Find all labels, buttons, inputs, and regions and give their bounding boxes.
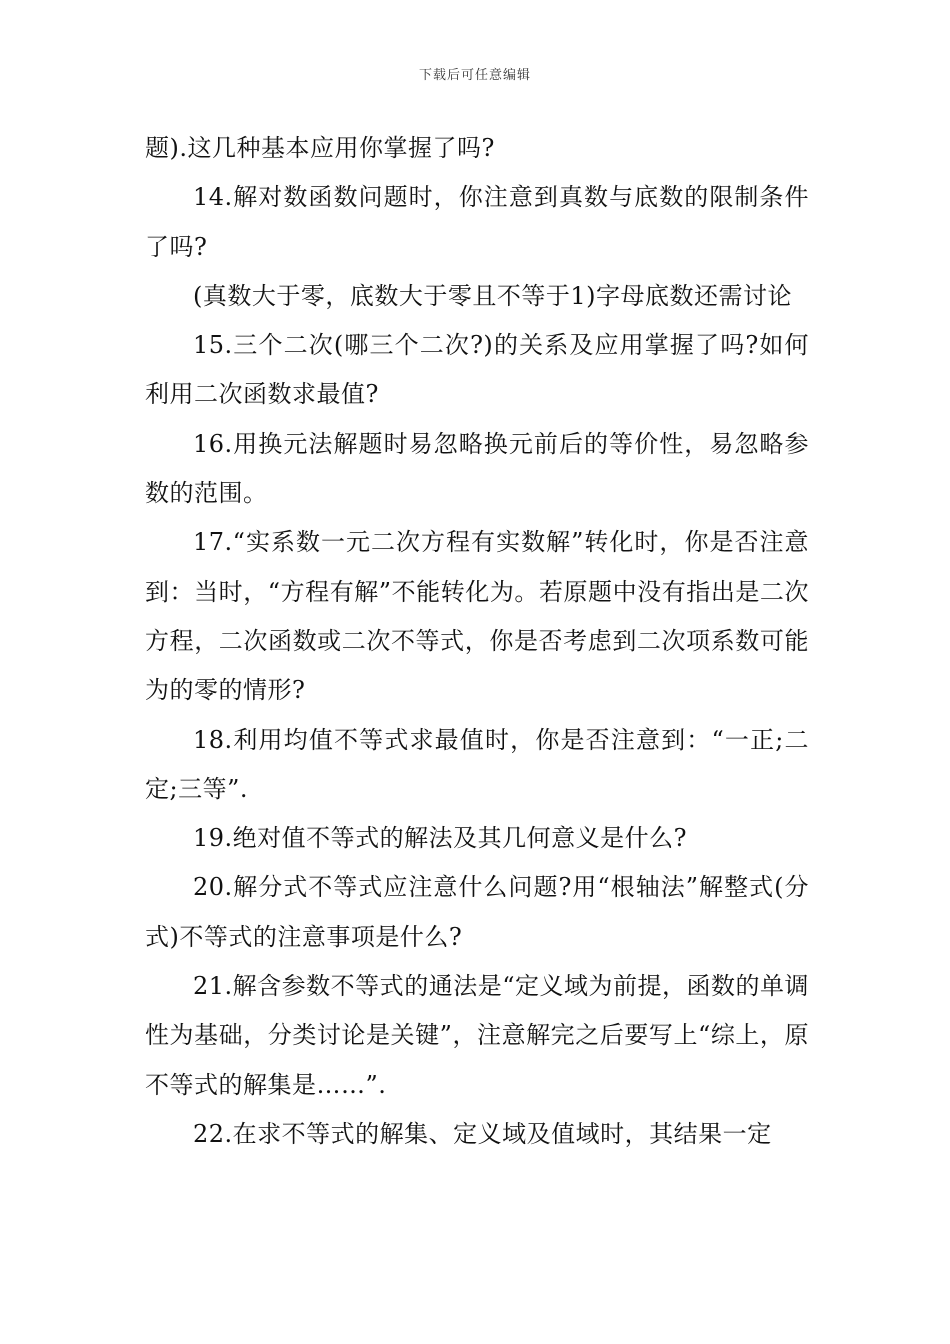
page-header: 下载后可任意编辑 [418,68,531,83]
paragraph-item-17: 17.“实系数一元二次方程有实数解”转化时，你是否注意到：当时，“方程有解”不能转化为。若原题中没有指出是二次方程，二次函数或二次不等式，你是否考虑到二次项系数可能为的零的情形? [145,528,809,705]
paragraph-continuation: 题).这几种基本应用你掌握了吗? [145,134,495,162]
paragraph-item-18: 18.利用均值不等式求最值时，你是否注意到：“一正;二定;三等”. [145,725,809,803]
paragraph-item-14-note: (真数大于零，底数大于零且不等于1)字母底数还需讨论 [193,281,792,310]
paragraph-item-15: 15.三个二次(哪三个二次?)的关系及应用掌握了吗?如何利用二次函数求最值? [145,331,809,409]
paragraph-item-22: 22.在求不等式的解集、定义域及值域时，其结果一定 [193,1119,772,1148]
paragraph-item-19: 19.绝对值不等式的解法及其几何意义是什么? [193,824,688,853]
paragraph-item-14: 14.解对数函数问题时，你注意到真数与底数的限制条件了吗? [145,183,809,261]
document-body [145,124,809,1159]
paragraph-item-20: 20.解分式不等式应注意什么问题?用“根轴法”解整式(分式)不等式的注意事项是什么? [145,873,809,951]
paragraph-item-16: 16.用换元法解题时易忽略换元前后的等价性，易忽略参数的范围。 [145,429,809,508]
paragraph-item-21: 21.解含参数不等式的通法是“定义域为前提，函数的单调性为基础，分类讨论是关键”，注意解完之后要写上“综上，原不等式的解集是……”. [145,972,809,1099]
